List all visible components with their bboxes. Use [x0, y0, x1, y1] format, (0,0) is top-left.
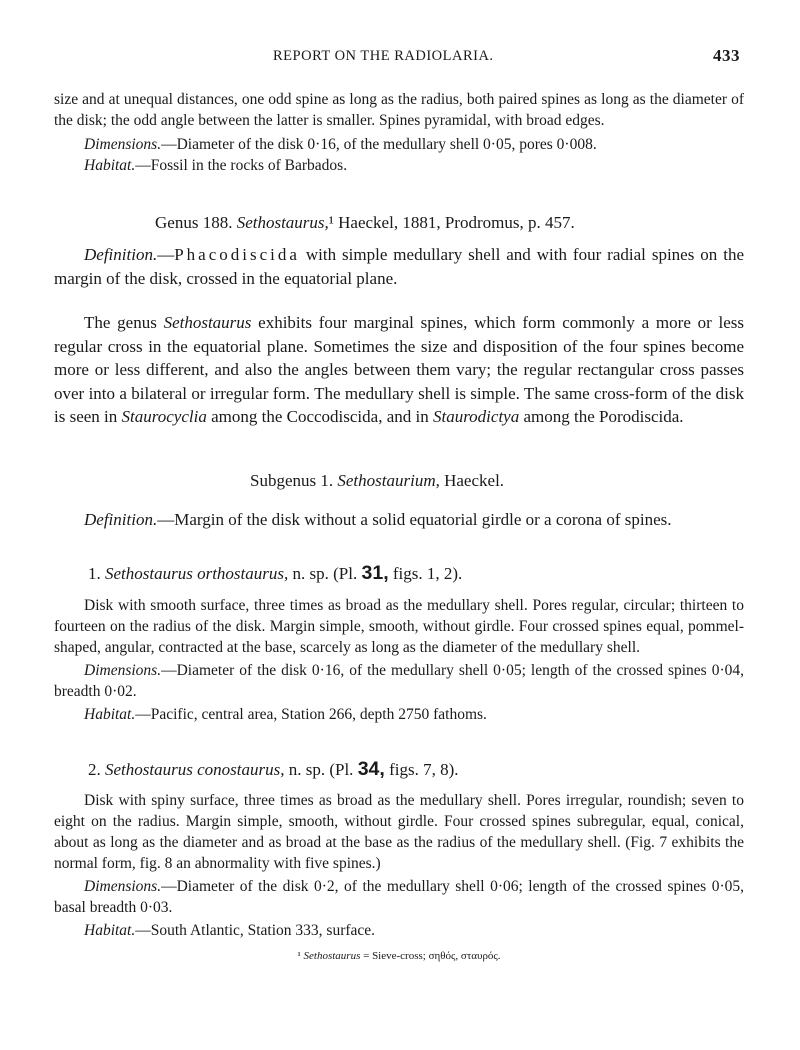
plate-number: 31,: [361, 561, 389, 584]
text-run: 1.: [88, 563, 105, 583]
italic-text: Sethostaurus conostaurus,: [105, 759, 285, 779]
text-run: —Fossil in the rocks of Barbados.: [135, 157, 348, 174]
species-1-description: [54, 595, 744, 658]
italic-text: Dimensions.: [84, 136, 162, 153]
text-run: —Pacific, central area, Station 266, depth 2750 fathoms.: [135, 705, 487, 723]
italic-text: Sethostaurus orthostaurus,: [105, 563, 289, 583]
genus-definition: [54, 243, 744, 291]
dimensions-line: [54, 134, 744, 155]
running-title: REPORT ON THE RADIOLARIA.: [273, 48, 494, 64]
text-run: with simple medullary shell and with four radial spines on the margin of the disk, crossed in the equatorial plane.: [54, 245, 744, 288]
text-run: —: [157, 245, 175, 264]
text-run: —Diameter of the disk 0·2, of the medullary shell 0·06; length of the crossed spines 0·05, basal breadth 0·03.: [54, 877, 744, 916]
text-run: n. sp. (Pl.: [284, 759, 358, 779]
subgenus-heading: [54, 469, 744, 493]
text-run: size and at unequal distances, one odd spine as long as the radius, both paired spines as long as the diameter of the disk; the odd angle between the latter is smaller. Spines pyramidal, with broad edges.: [54, 91, 744, 129]
text-run: —South Atlantic, Station 333, surface.: [135, 921, 376, 939]
text-run: ¹ Haeckel, 1881, Prodromus, p. 457.: [328, 213, 575, 232]
text-run: The genus: [84, 313, 164, 332]
italic-text: Sethostaurium,: [337, 470, 440, 490]
italic-text: Staurocyclia: [121, 407, 207, 426]
text-run: n. sp. (Pl.: [288, 563, 362, 583]
text-run: ¹: [297, 949, 304, 962]
species-2-description: [54, 790, 744, 874]
text-run: figs. 1, 2).: [388, 563, 463, 583]
text-run: Genus 188.: [155, 213, 237, 232]
italic-text: Sethostaurus,: [236, 213, 329, 232]
subgenus-definition: [54, 508, 744, 532]
habitat-line: [54, 155, 744, 176]
spaced-text: Phacodiscida: [174, 245, 300, 264]
text-run: —Diameter of the disk 0·16, of the medullary shell 0·05, pores 0·008.: [161, 136, 597, 153]
genus-heading: [54, 211, 744, 235]
italic-text: Dimensions.: [84, 877, 162, 895]
text-run: among the Porodiscida.: [519, 407, 684, 426]
species-1-dimensions: [54, 660, 744, 702]
text-run: 2.: [88, 759, 105, 779]
text-run: Haeckel.: [439, 470, 505, 490]
species-1-heading: [54, 561, 744, 586]
page-number: 433: [713, 46, 740, 65]
species-2-habitat: [54, 920, 744, 941]
text-run: —Margin of the disk without a solid equatorial girdle or a corona of spines.: [157, 509, 672, 529]
species-2-heading: [54, 757, 744, 782]
italic-text: Habitat.: [84, 705, 136, 723]
text-run: figs. 7, 8).: [384, 759, 459, 779]
footnote: [54, 949, 744, 964]
text-run: Disk with smooth surface, three times as broad as the medullary shell. Pores regular, circular; thirteen to fourteen on the radius of the disk. Margin simple, smooth, without girdle. Four crossed spines equal, pommel-shaped, angular, contracted at the base, scarcely as long as the diameter of the medullary shell.: [54, 596, 744, 656]
text-run: Subgenus 1.: [250, 470, 338, 490]
text-run: —Diameter of the disk 0·16, of the medullary shell 0·05; length of the crossed spines 0·04, breadth 0·02.: [54, 661, 744, 700]
genus-description: [54, 311, 744, 429]
text-run: Disk with spiny surface, three times as broad as the medullary shell. Pores irregular, roundish; seven to eight on the radius. Margin simple, smooth, without girdle. Four crossed spines subregular, equal, conical, about as long as the diameter and as broad at the base as the radius of the medullary shell. (Fig. 7 exhibits the normal form, fig. 8 an abnormality with five spines.): [54, 791, 744, 872]
page-body: [54, 89, 744, 964]
italic-text: Sethostaurus: [303, 949, 361, 962]
paragraph-continued: [54, 89, 744, 131]
italic-text: Habitat.: [84, 157, 136, 174]
italic-text: Dimensions.: [84, 661, 162, 679]
text-run: exhibits four marginal spines, which form commonly a more or less regular cross in the equatorial plane. Sometimes the size and disposition of the four spines become more or less different, and also the angles between them vary; the regular rectangular cross passes over into a bilateral or irregular form. The medullary shell is simple. The same cross-form of the disk is seen in: [54, 313, 744, 426]
italic-text: Definition.: [84, 509, 158, 529]
italic-text: Sethostaurus: [163, 313, 252, 332]
italic-text: Definition.: [84, 245, 158, 264]
italic-text: Staurodictya: [432, 407, 520, 426]
species-1-habitat: [54, 704, 744, 725]
species-2-dimensions: [54, 876, 744, 918]
text-run: among the Coccodiscida, and in: [206, 407, 433, 426]
italic-text: Habitat.: [84, 921, 136, 939]
text-run: = Sieve-cross; σηθός, σταυρός.: [360, 949, 501, 962]
running-header: [0, 48, 800, 72]
plate-number: 34,: [357, 757, 385, 780]
